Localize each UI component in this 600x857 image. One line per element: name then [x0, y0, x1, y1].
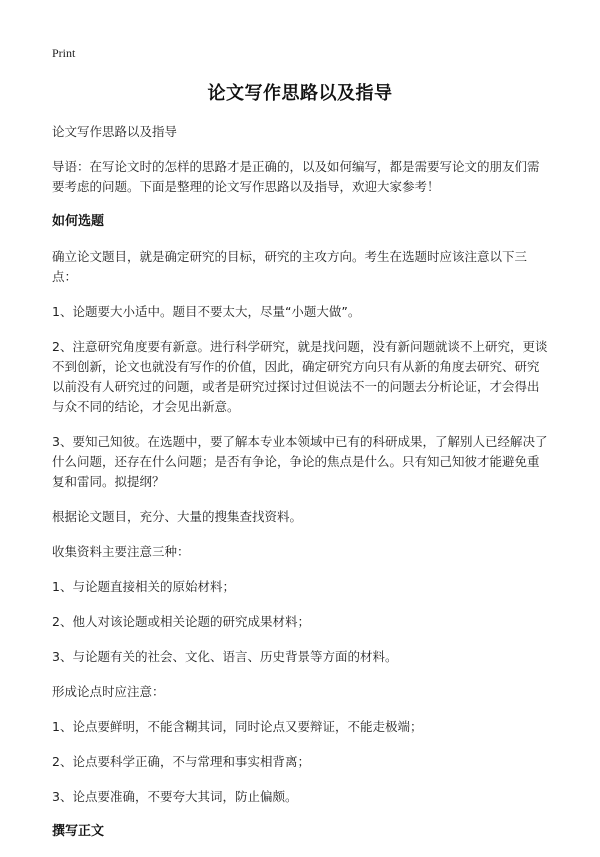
materials-intro-paragraph: 根据论文题目，充分、大量的搜集查找资料。 [52, 509, 303, 524]
list-item: 2、他人对该论题或相关论题的研究成果材料； [52, 614, 310, 629]
section-heading-writing-body: 撰写正文 [52, 824, 105, 839]
list-item: 1、论题要大小适中。题目不要太大，尽量“小题大做”。 [52, 304, 361, 319]
list-item: 2、注意研究角度要有新意。进行科学研究，就是找问题，没有新问题就谈不上研究，更谈不到创新，论文也就没有写作的价值，因此，确定研究方向只有从新的角度去研究、研究以前没有人研究过的问题，或者是研究过探讨过但说法不一的问题去分析论证，才会得出与众不同的结论，才会见出新意。 [52, 339, 548, 414]
section-heading-topic-selection: 如何选题 [52, 214, 105, 229]
page-title: 论文写作思路以及指导 [207, 83, 393, 104]
document-body [52, 122, 550, 857]
argument-notes-paragraph: 形成论点时应注意： [52, 684, 165, 699]
list-item: 2、论点要科学正确，不与常理和事实相背离； [52, 754, 310, 769]
list-item: 1、与论题直接相关的原始材料； [52, 579, 235, 594]
topic-intro-paragraph: 确立论文题目，就是确定研究的目标，研究的主攻方向。考生在选题时应该注意以下三点： [52, 249, 528, 284]
list-item: 3、论点要准确，不要夸大其词，防止偏颇。 [52, 789, 298, 804]
materials-types-paragraph: 收集资料主要注意三种： [52, 544, 190, 559]
list-item: 1、论点要鲜明，不能含糊其词，同时论点又要辩证，不能走极端； [52, 719, 423, 734]
list-item: 3、与论题有关的社会、文化、语言、历史背景等方面的材料。 [52, 649, 398, 664]
subtitle-paragraph: 论文写作思路以及指导 [52, 124, 178, 139]
intro-paragraph: 导语：在写论文时的怎样的思路才是正确的，以及如何编写，都是需要写论文的朋友们需要考虑的问题。下面是整理的论文写作思路以及指导，欢迎大家参考！ [52, 159, 540, 194]
list-item: 3、要知己知彼。在选题中，要了解本专业本领域中已有的科研成果，了解别人已经解决了什么问题，还存在什么问题；是否有争论，争论的焦点是什么。只有知己知彼才能避免重复和雷同。拟提纲？ [52, 434, 548, 489]
print-label: Print [52, 46, 76, 60]
